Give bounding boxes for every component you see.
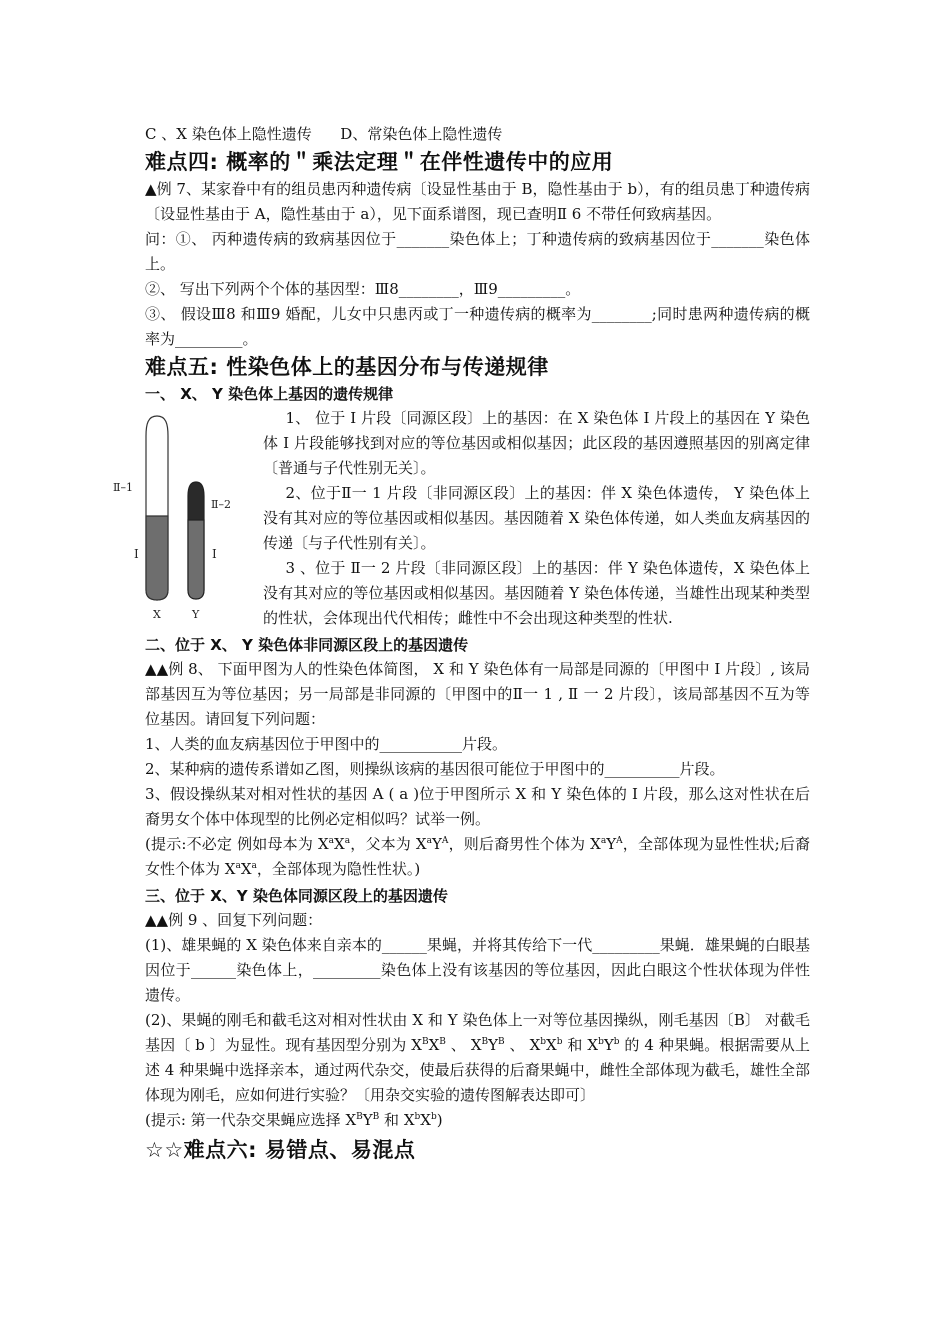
- label-i-right: I: [212, 547, 217, 561]
- y-homologous-segment: [188, 520, 204, 599]
- x-homologous-segment: [146, 516, 168, 600]
- hint8-part: ，则后裔男性个体为 X: [448, 835, 601, 853]
- hint8-part: Y: [431, 835, 442, 853]
- label-x: X: [153, 608, 161, 620]
- sup: a: [328, 836, 335, 846]
- rule-2: 2、位于Ⅱ一 1 片段〔非同源区段〕上的基因：伴 X 染色体遗传， Y 染色体上没有其对应的等位基因或相似基因。基因随着 X 染色体传递，如人类血友病基因的传递〔与子代性别有关〕。: [263, 484, 810, 552]
- rule-1: 1、 位于 I 片段〔同源区段〕上的基因：在 X 染色体 I 片段上的基因在 Y 染色体 I 片段能够找到对应的等位基因或相似基因；此区段的基因遵照基因的别离定律〔普通与子代性别无关〕。: [263, 409, 810, 477]
- chromosome-figure: [113, 412, 241, 620]
- example-8-text: ▲▲例 8、 下面甲图为人的性染色体简图， X 和 Y 染色体有一局部是同源的〔甲图中 I 片段〕, 该局部基因互为等位基因；另一局部是非同源的〔甲图中的Ⅱ一 1 , Ⅱ 一 2 片段〕，该局部基因不互为等位基因。请回复下列问题：: [145, 660, 810, 728]
- example-8-hint: [145, 832, 810, 882]
- hint9-part: ): [436, 1111, 443, 1129]
- sup: b: [598, 1037, 604, 1047]
- ex9-part: (2)、果蝇的刚毛和截毛这对相对性状由 X 和 Y 染色体上一对等位基因操纵，刚毛基因〔B〕 对截毛基因〔 b 〕为显性。现有基因型分别为 X: [145, 1011, 810, 1054]
- hint9-part: Y: [362, 1111, 373, 1129]
- subheading-3: 三、位于 X、Y 染色体同源区段上的基因遗传: [145, 887, 448, 905]
- hint9-part: 和 X: [379, 1111, 415, 1129]
- section-heading-4: 难点四: 概率的＂乘法定理＂在伴性遗传中的应用: [145, 150, 614, 174]
- hint8-part: X: [334, 835, 345, 853]
- label-y: Y: [192, 608, 200, 620]
- subheading-2: 二、位于 X、 Y 染色体非同源区段上的基因遗传: [145, 636, 469, 654]
- hint9-part: X: [420, 1111, 431, 1129]
- ex9-part: X: [546, 1036, 557, 1054]
- section-heading-5: 难点五: 性染色体上的基因分布与传递规律: [145, 355, 549, 379]
- sup: B: [481, 1037, 489, 1047]
- sup: b: [556, 1037, 563, 1047]
- ex9-part: 和 X: [562, 1036, 599, 1054]
- example-9-question-1: (1)、雄果蝇的 X 染色体来自亲本的______果蝇，并将其传给下一代_________果蝇．雄果蝇的白眼基因位于______染色体上，_________染色体上没有该基因的等位基因，因此白眼这个性状体现为伴性遗传。: [145, 936, 810, 1004]
- ex9-part: Y: [488, 1036, 499, 1054]
- example-7-question-1: 问：①、 丙种遗传病的致病基因位于_______染色体上；丁种遗传病的致病基因位于_______染色体上。: [145, 230, 810, 273]
- ex9-part: 的 4 种果蝇。根据需要从上述 4 种果蝇中选择亲本，通过两代杂交，使最后获得的后裔果蝇中，雌性全部体现为截毛，雄性全部体现为刚毛，应如何进行实验？〔用杂交实验的遗传图解表达即可〕: [145, 1036, 810, 1104]
- label-ii-1: Ⅱ–1: [113, 481, 133, 494]
- ex9-part: 、 X: [504, 1036, 541, 1054]
- ex9-part: X: [428, 1036, 440, 1054]
- example-8-question-2: 2、某种病的遗传系谱如乙图，则操纵该病的基因很可能位于甲图中的__________片段。: [145, 760, 725, 778]
- sup: B: [421, 1037, 429, 1047]
- example-9-title: ▲▲例 9 、回复下列问题：: [145, 911, 323, 929]
- example-7-question-2: ②、 写出下列两个个体的基因型：Ⅲ8________，Ⅲ9_________。: [145, 280, 581, 298]
- sup: B: [498, 1037, 505, 1047]
- rule-3: 3 、位于 Ⅱ一 2 片段〔非同源区段〕上的基因：伴 Y 染色体遗传，X 染色体上没有其对应的等位基因或相似基因。基因随着 Y 染色体传递，当雄性出现某种类型的性状，会体现出代代相传；雌性中不会出现这种类型的性状.: [263, 559, 810, 627]
- sup: B: [372, 1112, 380, 1122]
- chromosome-section: [113, 406, 810, 631]
- label-ii-2: Ⅱ–2: [211, 498, 231, 511]
- sup: B: [439, 1037, 446, 1047]
- sup: a: [426, 836, 432, 846]
- section-heading-6: ☆☆难点六: 易错点、易混点: [145, 1138, 416, 1162]
- hint8-part: ，全部体现为显性性状;后裔女性个体为 X: [145, 835, 811, 878]
- example-9-question-2: [145, 1008, 810, 1108]
- hint8-part: ，父本为 X: [350, 835, 427, 853]
- example-8-question-3: 3、假设操纵某对相对性状的基因 A ( a )位于甲图所示 X 和 Y 染色体的 I 片段，那么这对性状在后裔男女个体中体现型的比例必定相似吗？试举一例。: [145, 785, 810, 828]
- sup: a: [600, 836, 607, 846]
- sex-chromosome-diagram: [113, 412, 241, 620]
- label-i-left: I: [134, 547, 139, 561]
- sup: a: [344, 836, 351, 846]
- ex9-part: 、 X: [445, 1036, 482, 1054]
- sup: b: [414, 1112, 421, 1122]
- sup: a: [251, 861, 257, 871]
- document-page: [113, 122, 811, 1165]
- sup: b: [540, 1037, 547, 1047]
- chromosome-rules: [263, 406, 810, 631]
- subheading-1: 一、 X、 Y 染色体上基因的遗传规律: [145, 385, 394, 403]
- example-9-hint: [145, 1108, 810, 1133]
- sup: b: [613, 1037, 620, 1047]
- hint8-part: X: [240, 860, 252, 878]
- hint9-part: (提示: 第一代杂交果蝇应选择 X: [145, 1111, 357, 1129]
- ex9-part: Y: [603, 1036, 614, 1054]
- hint8-part: (提示:不必定 例如母本为 X: [145, 835, 329, 853]
- hint8-part: Y: [606, 835, 617, 853]
- example-8-question-1: 1、人类的血友病基因位于甲图中的___________片段。: [145, 735, 508, 753]
- example-7-text: ▲例 7、某家眷中有的组员患丙种遗传病〔设显性基由于 B，隐性基由于 b），有的组员患丁种遗传病〔设显性基由于 A，隐性基由于 a），见下面系谱图，现已查明Ⅱ 6 不带任何致病基因。: [145, 180, 810, 223]
- example-7-question-3: ③、 假设Ⅲ8 和Ⅲ9 婚配，儿女中只患丙或丁一种遗传病的概率为________;同时患两种遗传病的概率为_________。: [145, 305, 810, 348]
- sup: A: [616, 836, 623, 846]
- answer-options: C 、X 染色体上隐性遗传 D、常染色体上隐性遗传: [145, 125, 503, 143]
- sup: b: [430, 1112, 437, 1122]
- hint8-part: ，全部体现为隐性性状。): [256, 860, 421, 878]
- sup: a: [235, 861, 241, 871]
- sup: A: [441, 836, 449, 846]
- sup: B: [356, 1112, 363, 1122]
